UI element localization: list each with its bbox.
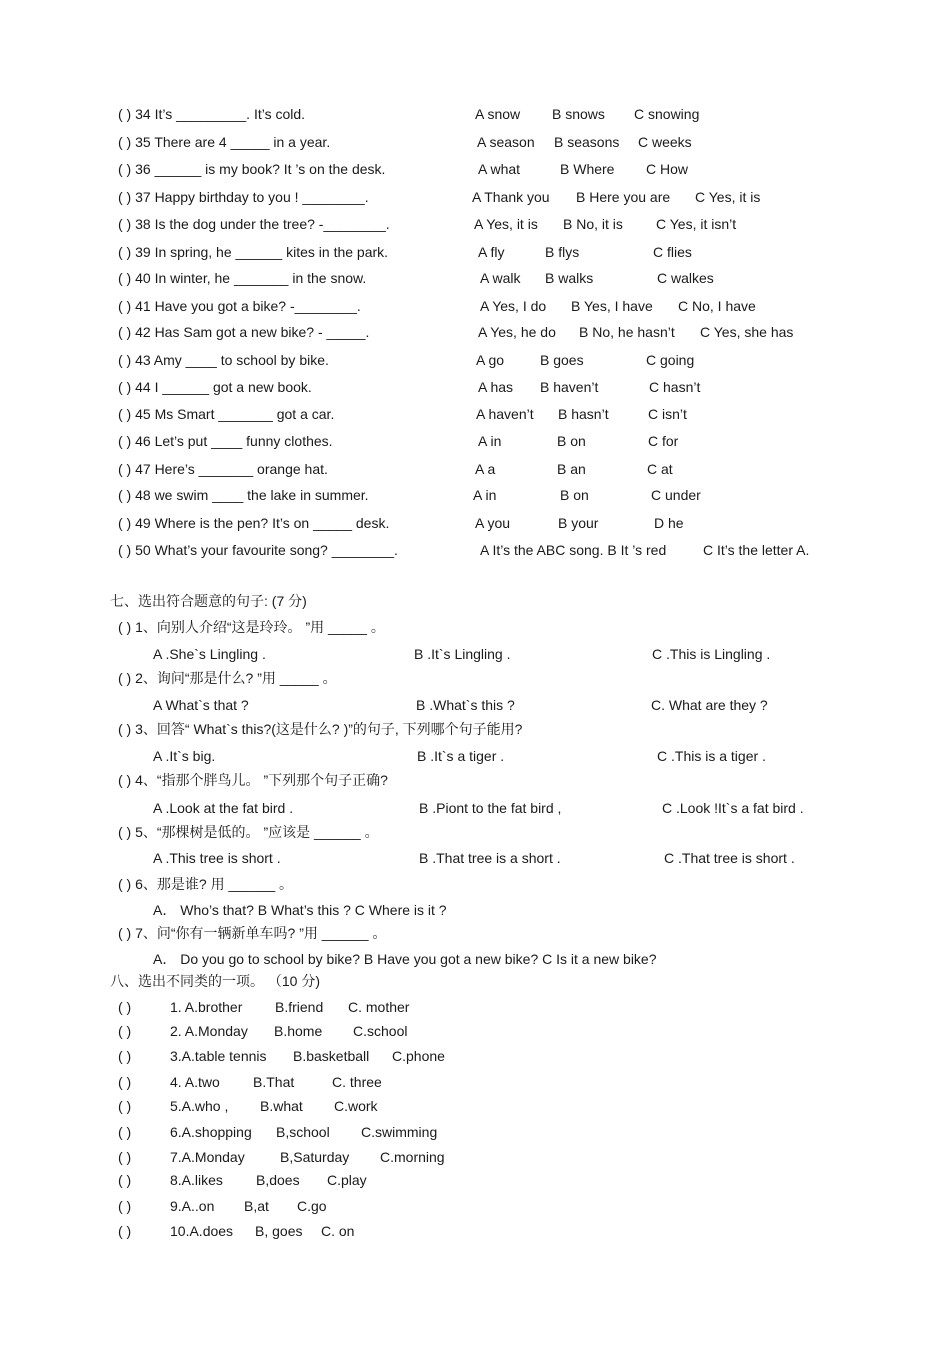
option-b: B,school	[276, 1124, 330, 1140]
option-c: C walkes	[657, 270, 714, 286]
option-c: C.work	[334, 1098, 378, 1114]
question-text: ( ) 7、问“你有一辆新单车吗? ”用 ______ 。	[118, 925, 387, 941]
option-b: B .What`s this ?	[416, 697, 515, 713]
question-row	[0, 617, 950, 637]
section-7-title: 七、选出符合题意的句子: (7 分)	[110, 593, 307, 609]
option-a: 7.A.Monday	[170, 1149, 245, 1165]
options-row	[0, 695, 950, 715]
option-c: C. on	[321, 1223, 355, 1239]
option-b: B flys	[545, 244, 580, 260]
question-row	[0, 431, 950, 451]
option-a: 10.A.does	[170, 1223, 234, 1239]
option-c: C under	[651, 487, 701, 503]
option-b: B.basketball	[293, 1048, 370, 1064]
question-row	[0, 719, 950, 739]
option-c: C Yes, it isn’t	[656, 216, 737, 232]
question-text: ( ) 47 Here’s _______ orange hat.	[118, 461, 328, 477]
option-b: B goes	[540, 352, 584, 368]
option-c: C snowing	[634, 106, 700, 122]
option-a: 4. A.two	[170, 1074, 220, 1090]
question-row	[0, 459, 950, 479]
option-a: A What`s that ?	[153, 697, 249, 713]
option-c: C.morning	[380, 1149, 445, 1165]
options-line: A． Who’s that? B What’s this ? C Where is it ?	[153, 902, 447, 918]
answer-paren: ( )	[118, 1098, 132, 1114]
option-b: B .It`s a tiger .	[417, 748, 505, 764]
option-a: A fly	[478, 244, 505, 260]
option-b: B haven’t	[540, 379, 599, 395]
question-row	[0, 540, 950, 560]
option-a: A .This tree is short .	[153, 850, 281, 866]
option-c: C.school	[353, 1023, 408, 1039]
list-item	[0, 1122, 950, 1142]
answer-paren: ( )	[118, 1074, 132, 1090]
question-text: ( ) 35 There are 4 _____ in a year.	[118, 134, 331, 150]
question-text: ( ) 38 Is the dog under the tree? -________.	[118, 216, 390, 232]
option-a: 1. A.brother	[170, 999, 243, 1015]
question-row	[0, 874, 950, 894]
option-b: B Where	[560, 161, 615, 177]
option-a: A what	[478, 161, 521, 177]
question-text: ( ) 37 Happy birthday to you ! ________.	[118, 189, 369, 205]
option-b: B,Saturday	[280, 1149, 350, 1165]
option-c: C flies	[653, 244, 692, 260]
question-row	[0, 132, 950, 152]
option-c: C.play	[327, 1172, 367, 1188]
option-a: 8.A.likes	[170, 1172, 223, 1188]
option-a: 2. A.Monday	[170, 1023, 248, 1039]
question-text: ( ) 50 What’s your favourite song? ________.	[118, 542, 398, 558]
question-text: ( ) 43 Amy ____ to school by bike.	[118, 352, 329, 368]
option-a: 5.A.who ,	[170, 1098, 229, 1114]
option-a: A walk	[480, 270, 521, 286]
option-b: B .Piont to the fat bird ,	[419, 800, 562, 816]
question-row	[0, 377, 950, 397]
question-text: ( ) 36 ______ is my book? It ’s on the desk.	[118, 161, 386, 177]
option-a: A Yes, it is	[474, 216, 538, 232]
section-8-title: 八、选出不同类的一项。 （10 分)	[110, 973, 321, 989]
option-c: C. three	[332, 1074, 382, 1090]
option-c: C going	[646, 352, 695, 368]
answer-paren: ( )	[118, 1023, 132, 1039]
question-text: ( ) 3、回答“ What`s this?(这是什么? )”的句子, 下列哪个句子能用?	[118, 721, 523, 737]
option-b: B No, he hasn’t	[579, 324, 675, 340]
answer-paren: ( )	[118, 1048, 132, 1064]
option-b: B walks	[545, 270, 594, 286]
question-text: ( ) 41 Have you got a bike? -________.	[118, 298, 361, 314]
option-a: A .She`s Lingling .	[153, 646, 266, 662]
option-b: B an	[557, 461, 586, 477]
question-row	[0, 214, 950, 234]
option-b: B.what	[260, 1098, 303, 1114]
list-item	[0, 997, 950, 1017]
option-c: C .That tree is short .	[664, 850, 795, 866]
option-a: A in	[478, 433, 502, 449]
option-b: B, goes	[255, 1223, 303, 1239]
question-text: ( ) 42 Has Sam got a new bike? - _____.	[118, 324, 370, 340]
question-row	[0, 822, 950, 842]
option-c: C.go	[297, 1198, 327, 1214]
options-row	[0, 848, 950, 868]
option-a: A Yes, he do	[478, 324, 556, 340]
answer-paren: ( )	[118, 1223, 132, 1239]
list-item	[0, 1170, 950, 1190]
answer-paren: ( )	[118, 1172, 132, 1188]
list-item	[0, 1221, 950, 1241]
option-c: C.phone	[392, 1048, 445, 1064]
option-a: A you	[475, 515, 511, 531]
question-row	[0, 187, 950, 207]
option-b: B .It`s Lingling .	[414, 646, 511, 662]
question-row	[0, 668, 950, 688]
option-b: B Here you are	[576, 189, 671, 205]
option-c: C .This is a tiger .	[657, 748, 766, 764]
list-item	[0, 1147, 950, 1167]
option-c: C .This is Lingling .	[652, 646, 771, 662]
option-a: 9.A..on	[170, 1198, 215, 1214]
question-row	[0, 350, 950, 370]
options-line: A． Do you go to school by bike? B Have you got a new bike? C Is it a new bike?	[153, 951, 657, 967]
option-c: D he	[654, 515, 684, 531]
option-c: C.swimming	[361, 1124, 438, 1140]
list-item	[0, 1096, 950, 1116]
list-item	[0, 1072, 950, 1092]
question-text: ( ) 40 In winter, he _______ in the snow.	[118, 270, 367, 286]
option-a: A Thank you	[472, 189, 550, 205]
options-row	[0, 644, 950, 664]
question-row	[0, 923, 950, 943]
option-c: C How	[646, 161, 689, 177]
option-b: B Yes, I have	[571, 298, 653, 314]
option-b: B seasons	[554, 134, 620, 150]
answer-paren: ( )	[118, 1149, 132, 1165]
answer-paren: ( )	[118, 1198, 132, 1214]
question-text: ( ) 4、“指那个胖鸟儿。 ”下列那个句子正确?	[118, 772, 388, 788]
option-b: B,at	[244, 1198, 269, 1214]
answer-paren: ( )	[118, 1124, 132, 1140]
option-c: C Yes, it is	[695, 189, 761, 205]
option-a: A It’s the ABC song. B It ’s red	[480, 542, 667, 558]
question-row	[0, 322, 950, 342]
options-row	[0, 798, 950, 818]
question-text: ( ) 34 It’s _________. It’s cold.	[118, 106, 306, 122]
options-row	[0, 900, 950, 920]
option-c: C isn’t	[648, 406, 687, 422]
option-c: C No, I have	[678, 298, 756, 314]
question-row	[0, 104, 950, 124]
option-b: B on	[557, 433, 586, 449]
option-c: C. What are they ?	[651, 697, 768, 713]
option-a: A in	[473, 487, 497, 503]
option-a: A .It`s big.	[153, 748, 216, 764]
option-c: C It’s the letter A.	[703, 542, 810, 558]
options-row	[0, 949, 950, 969]
option-c: C. mother	[348, 999, 410, 1015]
option-a: A haven’t	[476, 406, 534, 422]
option-b: B on	[560, 487, 589, 503]
question-text: ( ) 1、向别人介绍“这是玲玲。 ”用 _____ 。	[118, 619, 385, 635]
question-row	[0, 485, 950, 505]
question-text: ( ) 2、询问“那是什么? ”用 _____ 。	[118, 670, 337, 686]
option-a: A go	[476, 352, 505, 368]
option-b: B.friend	[275, 999, 324, 1015]
option-a: 6.A.shopping	[170, 1124, 252, 1140]
question-text: ( ) 45 Ms Smart _______ got a car.	[118, 406, 335, 422]
question-text: ( ) 48 we swim ____ the lake in summer.	[118, 487, 369, 503]
option-c: C Yes, she has	[700, 324, 794, 340]
option-b: B .That tree is a short .	[419, 850, 561, 866]
option-a: 3.A.table tennis	[170, 1048, 267, 1064]
option-a: A .Look at the fat bird .	[153, 800, 294, 816]
option-b: B your	[558, 515, 599, 531]
option-a: A has	[478, 379, 514, 395]
question-text: ( ) 44 I ______ got a new book.	[118, 379, 312, 395]
question-row	[0, 159, 950, 179]
option-a: A season	[477, 134, 535, 150]
option-b: B hasn’t	[558, 406, 609, 422]
question-text: ( ) 6、那是谁? 用 ______ 。	[118, 876, 294, 892]
option-b: B.home	[274, 1023, 323, 1039]
option-b: B snows	[552, 106, 605, 122]
option-c: C for	[648, 433, 679, 449]
list-item	[0, 1021, 950, 1041]
option-b: B.That	[253, 1074, 295, 1090]
option-c: C weeks	[638, 134, 692, 150]
question-row	[0, 296, 950, 316]
option-a: A snow	[475, 106, 521, 122]
option-c: C hasn’t	[649, 379, 701, 395]
question-row	[0, 513, 950, 533]
question-row	[0, 242, 950, 262]
answer-paren: ( )	[118, 999, 132, 1015]
question-text: ( ) 39 In spring, he ______ kites in the park.	[118, 244, 389, 260]
options-row	[0, 746, 950, 766]
question-row	[0, 770, 950, 790]
question-text: ( ) 5、“那棵树是低的。 ”应该是 ______ 。	[118, 824, 379, 840]
option-b: B,does	[256, 1172, 300, 1188]
option-c: C at	[647, 461, 673, 477]
option-c: C .Look !It`s a fat bird .	[662, 800, 804, 816]
question-text: ( ) 49 Where is the pen? It’s on _____ desk.	[118, 515, 390, 531]
list-item	[0, 1196, 950, 1216]
list-item	[0, 1046, 950, 1066]
option-b: B No, it is	[563, 216, 623, 232]
option-a: A Yes, I do	[480, 298, 547, 314]
question-row	[0, 404, 950, 424]
question-text: ( ) 46 Let’s put ____ funny clothes.	[118, 433, 333, 449]
question-row	[0, 268, 950, 288]
option-a: A a	[475, 461, 496, 477]
